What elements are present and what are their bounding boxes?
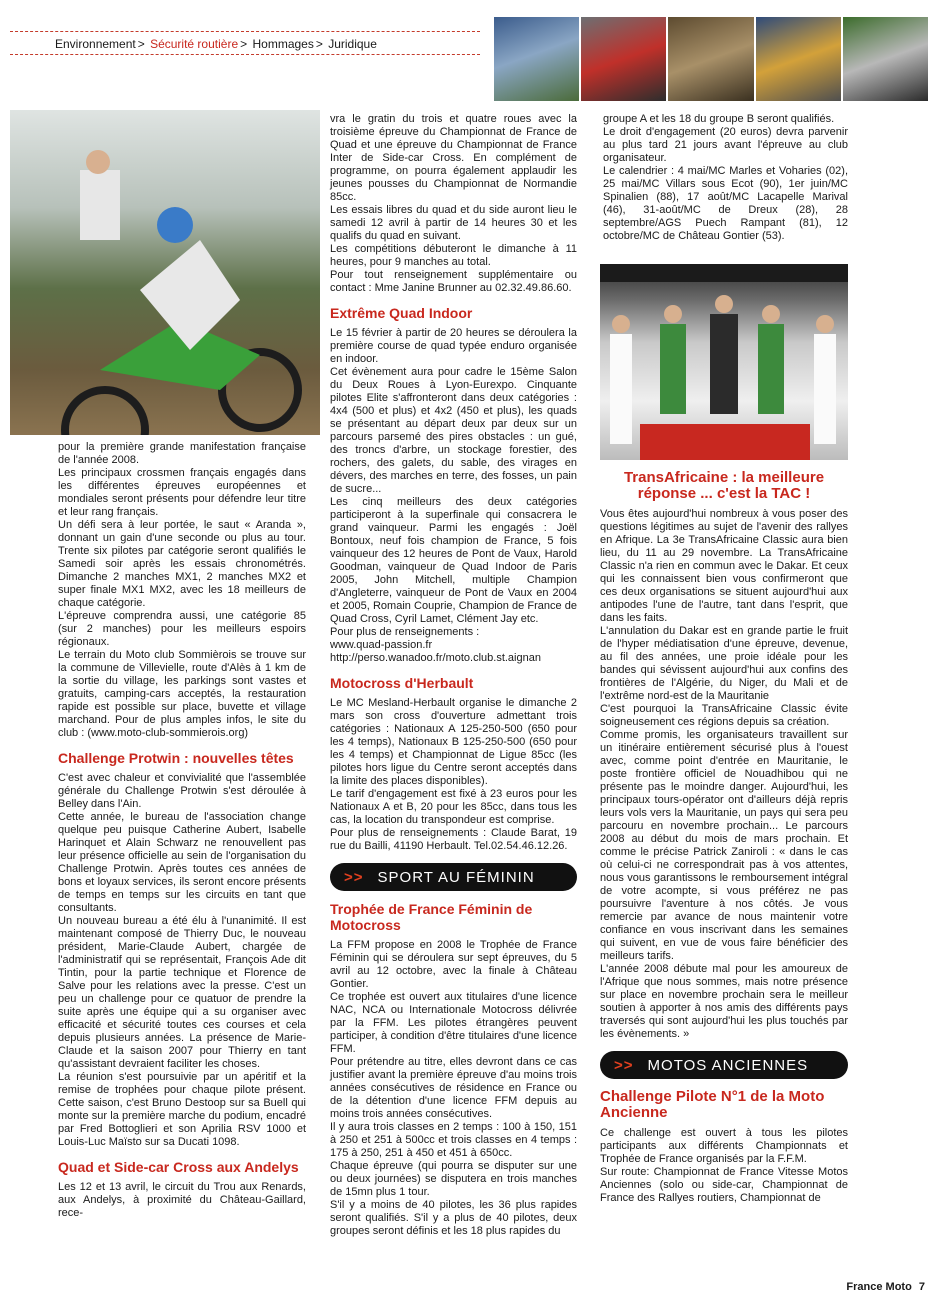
paragraph: pour la première grande manifestation française de l'année 2008. [58,441,306,466]
header-photo-3 [668,17,755,101]
paragraph: C'est avec chaleur et convivialité que l'assemblée générale du Challenge Protwin s'est déroulée à Belley dans l'Ain. [58,772,306,810]
heading-motocross-herbault: Motocross d'Herbault [330,675,474,691]
paragraph: Les cinq meilleurs des deux catégories participeront à la superfinale qui consacrera le grand vainqueur. Parmi les engagés : Joël Bontoux, neuf fois champion de France, 5 fois vainqueur des 12 heures de Pont de Vaux, Harold Goodman, vainqueur de Quad Indoor de Paris 2005, John Mitchell, multiple Champion d'Angleterre, vainqueur de Pont de Vaux en 2004 et 2005, Romain Couprie, Champion de France de Quad Cross, Cyril Lamet, Clément Jay etc. [330,496,577,625]
paragraph: Comme promis, les organisateurs travaillent sur un itinéraire entièrement sécurisé plus à l'ouest avec, comme point d'entrée en Mauritanie, le poste frontière officiel de Nouadhibou qui ne présente pas le moindre danger. Aujourd'hui, les principaux tours-opérator ont d'ailleurs déjà repris leurs vols vers la Mauritanie, un pays qui sera peu parcouru en novembre prochain... Le parcours 2008 au début du mois de mars prochain. Et comme le précise Patrick Zaniroli : « dans le cas où celui-ci ne correspondrait pas à vos attentes, nous vous garantissons le remboursement intégral de votre acompte, si vous préférez ne pas poursuivre l'aventure à nos côtés. Je vous remercie par avance de nous maintenir votre confiance en vous inscrivant dans les semaines qui suivent, en vue de vous faire bénéficier des meilleurs tarifs. [600,729,848,962]
motocross-photo [10,110,320,435]
breadcrumb-item-juridique[interactable]: Juridique [328,37,377,51]
link-quad-passion[interactable]: www.quad-passion.fr [330,639,433,651]
paragraph: S'il y a moins de 40 pilotes, les 36 plus rapides seront qualifiés. S'il y a plus de 40 pilotes, deux groupes seront définis et les 18 plus rapides du [330,1199,577,1237]
breadcrumb [10,31,480,55]
section-banner-motos-anciennes [600,1051,848,1079]
banner-label: SPORT AU FÉMININ [377,868,535,886]
paragraph: Le calendrier : 4 mai/MC Marles et Voharies (02), 25 mai/MC Villars sous Ecot (90), 1er juin/MC Spinalien (88), 17 août/MC Lacapelle Marival (46), 31-août/MC de Dreux (28), 28 septembre/AGS Puech Rampant (81), 12 octobre/MC de Château Gontier (53). [603,165,848,242]
column-3-lower [600,470,848,1205]
link-moto-club[interactable]: http://perso.wanadoo.fr/moto.club.st.aignan [330,652,541,664]
paragraph: Pour plus de renseignements : Claude Barat, 19 rue du Bailli, 41190 Herbault. Tel.02.54.46.12.26. [330,827,577,852]
paragraph: Sur route: Championnat de France Vitesse Motos Anciennes (solo ou side-car, Championnat de France des Rallyes routiers, Championnat de [600,1166,848,1204]
paragraph: Le 15 février à partir de 20 heures se déroulera la première course de quad typée enduro organisée en indoor. [330,327,577,365]
column-3 [603,113,848,243]
page-number: 7 [918,1281,925,1293]
motocross-illustration [10,110,320,435]
breadcrumb-separator: > [240,37,248,51]
paragraph: Chaque épreuve (qui pourra se disputer sur une ou deux journées) se disputera en trois manches de 15mn plus 1 tour. [330,1160,577,1198]
paragraph: Cette année, le bureau de l'association change quelque peu puisque Catherine Aubert, Isabelle Harinquet et Alain Schwarz ne renouvellent pas leur présence officielle au sein de l'organisation du Challenge Protwin. Après toutes ces années de bons et loyaux services, ils seront encore présents de temps en temps sur les circuits en tant que consultants. [58,811,306,914]
paragraph: L'année 2008 débute mal pour les amoureux de l'Afrique que nous sommes, mais notre présence sur place en novembre prochain sera le meilleur soutien à apporter à nos amis des différents pays traversés qui sont aujourd'hui les plus touchés par les évènements. » [600,963,848,1040]
paragraph: L'épreuve comprendra aussi, une catégorie 85 (sur 2 manches) pour les meilleurs espoirs régionaux. [58,610,306,648]
paragraph: Le terrain du Moto club Sommièrois se trouve sur la commune de Villevielle, route d'Alès à 1 km de la sortie du village, les parkings sont vastes et gratuits, camping-cars acceptés, la restauration rapide est possible sur place, buvette et village marchand. Pour de plus amples infos, le site du club : (www.moto-club-sommierois.org) [58,649,306,739]
breadcrumb-separator: > [315,37,323,51]
paragraph: La réunion s'est poursuivie par un apéritif et la remise de trophées pour chaque pilote présent. Cette saison, c'est Bruno Destoop sur sa Buell qui monte sur la première marche du podium, encadré par Fred Bottoglieri et son Aprilia RSV 1000 et Louis-Luc Maïsto sur sa Ducati 1098. [58,1071,306,1148]
heading-quad-side-car: Quad et Side-car Cross aux Andelys [58,1159,299,1175]
paragraph: groupe A et les 18 du groupe B seront qualifiés. [603,113,835,125]
breadcrumb-item-hommages[interactable]: Hommages [252,37,314,51]
paragraph: Ce trophée est ouvert aux titulaires d'une licence NAC, NCA ou Internationale Motocross délivrée par la FFM. Les pilotes étrangères peuvent participer, à condition d'être titulaires d'une licence FFM. [330,991,577,1055]
magazine-name: France Moto [846,1281,912,1293]
paragraph: Le droit d'engagement (20 euros) devra parvenir au plus tard 21 jours avant l'épreuve au club organisateur. [603,126,848,164]
breadcrumb-item-securite-routiere[interactable]: Sécurité routière [150,37,239,51]
header-photo-1 [494,17,581,101]
paragraph: Les compétitions débuteront le dimanche à 11 heures, pour 9 manches au total. [330,243,577,268]
paragraph: Un défi sera à leur portée, le saut « Aranda », donnant un gain d'une seconde ou plus au tour. Trente six pilotes par catégorie seront qualifiés le Samedi soir après les essais chronométrés. Dimanche 2 manches MX1, 2 manches MX2 et super finale MX1 MX2, avec les 18 meilleurs de chaque catégorie. [58,519,306,609]
podium-illustration [600,264,848,460]
banner-label: MOTOS ANCIENNES [647,1056,809,1074]
heading-challenge-protwin: Challenge Protwin : nouvelles têtes [58,750,294,766]
paragraph: Les essais libres du quad et du side auront lieu le samedi 12 avril à partir de 14 heures 30 et les qualifs du quad en suivant. [330,204,577,242]
heading-challenge-pilote: Challenge Pilote N°1 de la Moto Ancienne [600,1088,825,1121]
paragraph: Pour prétendre au titre, elles devront dans ce cas justifier avant la première épreuve d'au moins trois années consécutives de résidence en France ou de la détention d'une licence FFM depuis au moins trois années consécutives. [330,1056,577,1120]
paragraph: L'annulation du Dakar est en grande partie le fruit de l'hyper médiatisation d'une épreuve, devenue, au fil des années, une proie idéale pour les bandes qui sévissent aujourd'hui aux confins des frontières de l'Algérie, du Niger, du Mali et de l'extrême nord-est de la Mauritanie [600,625,848,702]
double-chevron-icon: >> [344,868,364,886]
header-photo-2 [581,17,668,101]
paragraph: Cet évènement aura pour cadre le 15ème Salon du Deux Roues à Lyon-Eurexpo. Cinquante pilotes Elite s'affronteront dans deux catégories : 4x4 (500 et plus) et 4x2 (450 et plus), les quads se présentant au départ deux par deux sur un parcours parsemé des pires obstacles : un gué, des troncs d'arbre, un stockage forestier, des rochers, des galets, du sable, des virages en dévers, des marches en terre, des fosses, un pain de sucre... [330,366,577,495]
heading-trophee-feminin: Trophée de France Féminin de Motocross [330,901,533,933]
paragraph: Il y aura trois classes en 2 temps : 100 à 150, 151 à 250 et 251 à 500cc et trois classes en 4 temps : 175 à 250, 251 à 450 et 451 à 650cc. [330,1121,577,1159]
podium-photo [600,264,848,460]
paragraph: La FFM propose en 2008 le Trophée de France Féminin qui se déroulera sur sept épreuves, du 5 avril au 12 octobre, avec la finale à Château Gontier. [330,939,577,990]
double-chevron-icon: >> [614,1056,634,1074]
column-1 [58,441,306,1220]
page-footer [846,1281,925,1293]
paragraph: Le MC Mesland-Herbault organise le dimanche 2 mars son cross d'ouverture admettant trois catégories : Nationaux A 125-250-500 (650 pour les 4 temps), Nationaux B 125-250-500 (650 pour les 4 temps) et Championnat de Ligue 85cc (les pilotes hors ligue du Centre seront acceptés dans la limite des places disponibles). [330,697,577,787]
header-photo-5 [843,17,928,101]
column-2 [330,113,577,1238]
heading-transafricaine: TransAfricaine : la meilleure réponse ... c'est la TAC ! [623,469,825,502]
paragraph: C'est pourquoi la TransAfricaine Classic évite soigneusement ces régions depuis sa création. [600,703,848,728]
paragraph: vra le gratin du trois et quatre roues avec la troisième épreuve du Championnat de France de Quad et une épreuve du Championnat de France Inter de Side-car Cross. En complément de programme, on pourra également applaudir les jeunes pousses du Championnat de Normandie 85cc. [330,113,577,203]
breadcrumb-separator: > [137,37,145,51]
paragraph: Un nouveau bureau a été élu à l'unanimité. Il est maintenant composé de Thierry Duc, le nouveau président, Marie-Claude Aubert, chargée de l'administratif qui se représentait, François Ade dit Tintin, pour la partie technique et Florence de Salve pour les relations avec la presse. C'est un peu un challenge pour ce quatuor de prendre la suite après une équipe qui a su organiser avec efficacité et sécurité toutes ces courses et cela depuis plusieurs années. La présence de Marie-Claude et la saison 2007 pour Thierry en tant qu'assistant devraient faciliter les choses. [58,915,306,1070]
breadcrumb-item-environnement[interactable]: Environnement [55,37,136,51]
paragraph: Vous êtes aujourd'hui nombreux à vous poser des questions légitimes au sujet de l'avenir des rallyes en Afrique. La 3e TransAfricaine Classic aura bien lieu, du 11 au 29 novembre. La TransAfricaine Classic n'a rien en commun avec le Dakar. Et ceux qui les connaissent bien vous confirmeront que ces deux organisations se situent aujourd'hui aux antipodes l'une de l'autre, tant dans l'esprit, que dans les faits. [600,508,848,624]
paragraph: Ce challenge est ouvert à tous les pilotes participants aux différents Championnats et Trophée de France organisés par la F.F.M. [600,1127,848,1165]
heading-extreme-quad: Extrême Quad Indoor [330,305,473,321]
paragraph: Le tarif d'engagement est fixé à 23 euros pour les Nationaux A et B, 20 pour les 85cc, dans tous les cas, la location du transpondeur est comprise. [330,788,577,826]
header-photo-4 [756,17,843,101]
paragraph: Pour plus de renseignements : [330,626,480,638]
section-banner-sport-feminin [330,863,577,891]
paragraph: Les principaux crossmen français engagés dans les différentes épreuves européennes et mondiales seront présents pour défendre leur titre et leur rang français. [58,467,306,518]
header-photo-strip [494,17,928,101]
paragraph: Pour tout renseignement supplémentaire ou contact : Mme Janine Brunner au 02.32.49.86.60. [330,269,577,294]
paragraph: Les 12 et 13 avril, le circuit du Trou aux Renards, aux Andelys, à proximité du Château-Gaillard, rece- [58,1181,306,1219]
